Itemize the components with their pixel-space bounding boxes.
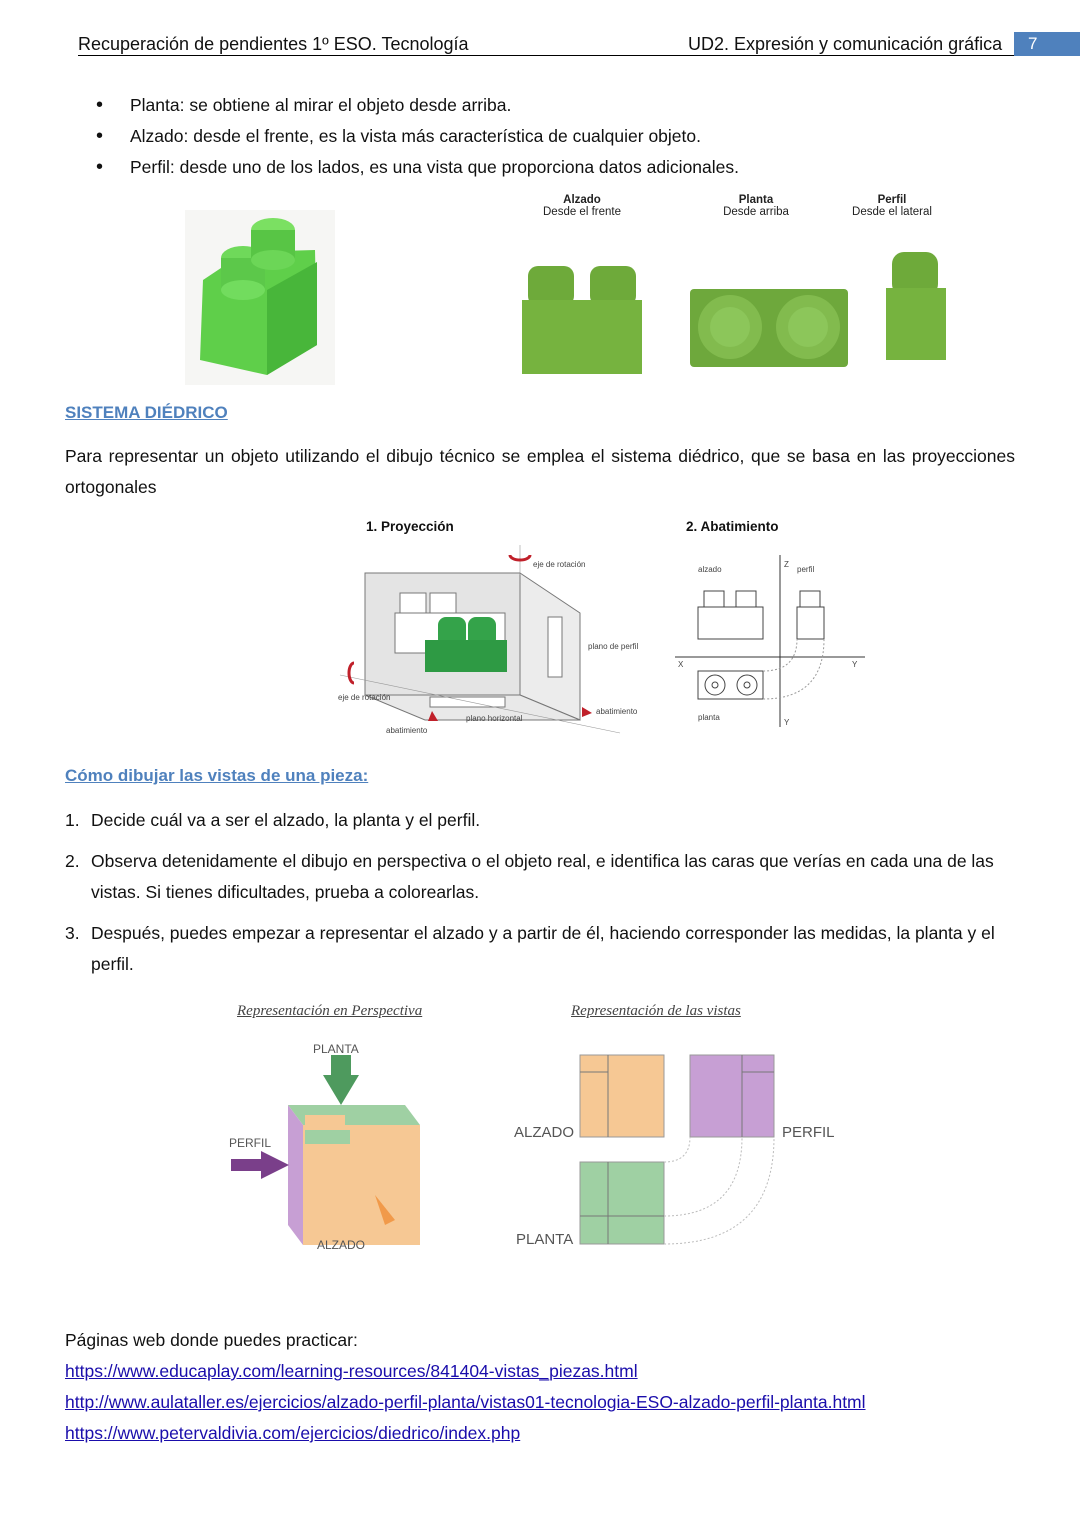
step-item: 3. Después, puedes empezar a representar el alzado y a partir de él, haciendo corresponder las medidas, la planta y el perfil. xyxy=(65,923,995,974)
figure2-title: 2. Abatimiento xyxy=(686,519,779,534)
label-alzado-arrow: ALZADO xyxy=(317,1238,366,1252)
figure1-title: 1. Proyección xyxy=(366,519,454,534)
label-planta-view: PLANTA xyxy=(516,1231,574,1248)
list-item: • Alzado: desde el frente, es la vista más característica de cualquier objeto. xyxy=(96,121,739,152)
projection-diagram xyxy=(330,545,660,740)
page-number: 7 xyxy=(1014,32,1080,56)
header-right-title: UD2. Expresión y comunicación gráfica xyxy=(688,34,1003,54)
perfil-view-image xyxy=(884,250,948,362)
label-plano-horizontal: plano horizontal xyxy=(466,714,523,723)
link-petervaldivia[interactable]: https://www.petervaldivia.com/ejercicios/diedrico/index.php xyxy=(65,1423,521,1443)
label-eje-rotacion-left: eje de rotación xyxy=(338,693,391,702)
label-abatimiento-right: abatimiento xyxy=(596,707,638,716)
list-item: • Planta: se obtiene al mirar el objeto desde arriba. xyxy=(96,90,739,121)
label-y-right: Y xyxy=(852,660,858,669)
section-title-diedrico: SISTEMA DIÉDRICO xyxy=(65,403,228,422)
label-x: X xyxy=(678,660,684,669)
label-y-bottom: Y xyxy=(784,718,790,727)
section-title-how-to: Cómo dibujar las vistas de una pieza: xyxy=(65,766,369,785)
perspective-title: Representación en Perspectiva xyxy=(237,1003,423,1019)
diedrico-paragraph: Para representar un objeto utilizando el dibujo técnico se emplea el sistema diédrico, que se basa en las proyecciones ortogonales xyxy=(65,446,1015,497)
abatimiento-diagram xyxy=(670,545,870,730)
practice-intro: Páginas web donde puedes practicar: xyxy=(65,1330,358,1350)
practice-section xyxy=(65,1325,866,1449)
planta-view-image xyxy=(688,287,850,369)
alzado-view-image xyxy=(520,258,645,376)
steps-list xyxy=(65,805,1015,990)
step-item: 2. Observa detenidamente el dibujo en perspectiva o el objeto real, e identifica las caras que verías en cada una de las vistas. Si tienes dificultades, prueba a colorearlas. xyxy=(65,851,994,902)
perspective-drawing xyxy=(225,1035,425,1255)
lego-brick-perspective-image xyxy=(185,210,335,385)
label-z: Z xyxy=(784,560,789,569)
views-drawing xyxy=(510,1050,840,1250)
label-alzado: alzado xyxy=(698,565,722,574)
caption-perfil: Perfil Desde el lateral xyxy=(852,194,932,218)
views-list xyxy=(96,90,739,183)
link-aulataller[interactable]: http://www.aulataller.es/ejercicios/alzado-perfil-planta/vistas01-tecnologia-ESO-alzado-perfil-planta.html xyxy=(65,1392,866,1412)
label-plano-perfil: plano de perfil xyxy=(588,642,639,651)
label-abatimiento-left: abatimiento xyxy=(386,726,428,735)
views-title: Representación de las vistas xyxy=(571,1003,741,1019)
page-header xyxy=(78,34,1018,56)
link-educaplay[interactable]: https://www.educaplay.com/learning-resources/841404-vistas_piezas.html xyxy=(65,1361,638,1381)
label-perfil-arrow: PERFIL xyxy=(229,1136,272,1150)
label-planta-arrow: PLANTA xyxy=(313,1042,359,1056)
caption-planta: Planta Desde arriba xyxy=(723,194,789,218)
caption-alzado: Alzado Desde el frente xyxy=(543,194,621,218)
label-perfil-view: PERFIL xyxy=(782,1124,835,1141)
header-left-title: Recuperación de pendientes 1º ESO. Tecnología xyxy=(78,34,469,54)
step-item: 1. Decide cuál va a ser el alzado, la planta y el perfil. xyxy=(65,810,481,830)
label-alzado-view: ALZADO xyxy=(514,1124,575,1141)
list-item: • Perfil: desde uno de los lados, es una vista que proporciona datos adicionales. xyxy=(96,152,739,183)
label-eje-rotacion-top: eje de rotación xyxy=(533,560,586,569)
label-planta: planta xyxy=(698,713,720,722)
label-perfil: perfil xyxy=(797,565,815,574)
